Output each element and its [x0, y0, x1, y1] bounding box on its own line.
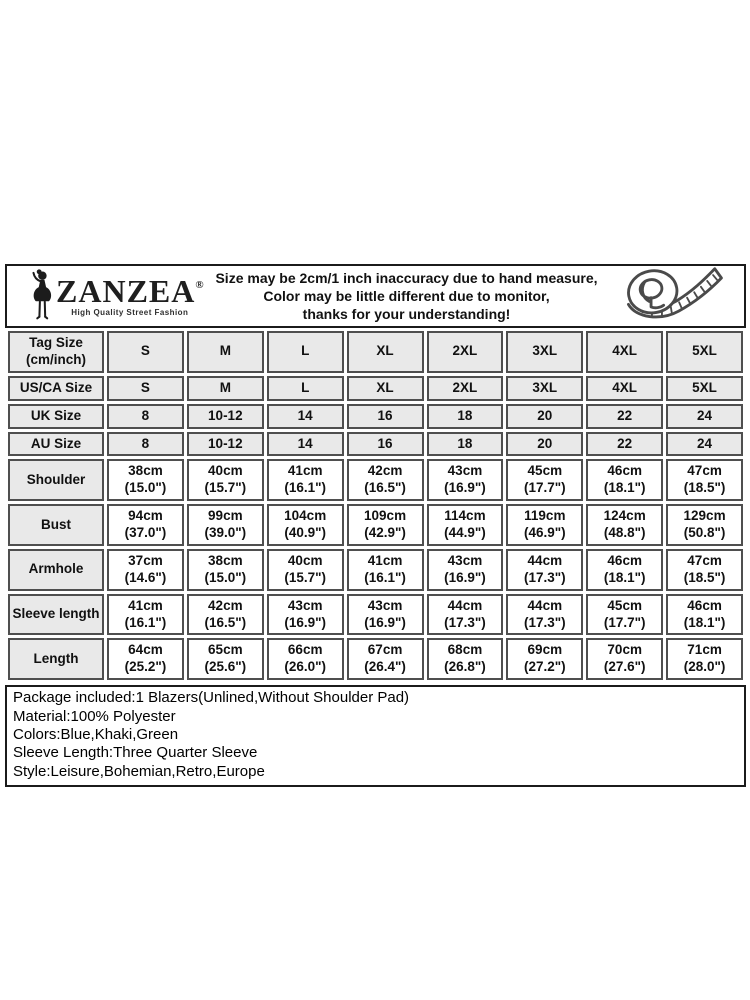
info-line: Sleeve Length:Three Quarter Sleeve	[13, 744, 258, 762]
table-cell: 44cm (17.3")	[506, 594, 583, 636]
table-cell: 41cm (16.1")	[347, 549, 424, 591]
table-cell: S	[107, 376, 184, 401]
table-cell: 109cm (42.9")	[347, 504, 424, 546]
table-cell: 2XL	[427, 376, 504, 401]
table-cell: 8	[107, 432, 184, 457]
table-cell: 40cm (15.7")	[267, 549, 344, 591]
table-row	[8, 549, 743, 591]
table-cell: 14	[267, 432, 344, 457]
table-cell: 45cm (17.7")	[506, 459, 583, 501]
table-row	[8, 331, 743, 373]
table-cell: 16	[347, 432, 424, 457]
table-cell: 20	[506, 432, 583, 457]
table-cell: 38cm (15.0")	[187, 549, 264, 591]
brand-logo	[29, 268, 207, 324]
table-cell: S	[107, 331, 184, 373]
woman-silhouette-icon	[29, 268, 55, 324]
row-label: Shoulder	[8, 459, 104, 501]
table-row	[8, 376, 743, 401]
row-label: Armhole	[8, 549, 104, 591]
table-cell: 46cm (18.1")	[666, 594, 743, 636]
table-cell: 24	[666, 404, 743, 429]
table-row	[8, 459, 743, 501]
table-cell: XL	[347, 376, 424, 401]
table-cell: 5XL	[666, 376, 743, 401]
table-cell: 44cm (17.3")	[506, 549, 583, 591]
brand-tagline: High Quality Street Fashion	[71, 308, 189, 317]
table-cell: 66cm (26.0")	[267, 638, 344, 680]
table-cell: 47cm (18.5")	[666, 549, 743, 591]
row-label: Bust	[8, 504, 104, 546]
registered-mark: ®	[195, 279, 204, 291]
table-cell: 24	[666, 432, 743, 457]
table-row	[8, 404, 743, 429]
table-cell: 44cm (17.3")	[427, 594, 504, 636]
size-table-body	[8, 331, 743, 680]
table-cell: 18	[427, 432, 504, 457]
table-cell: 104cm (40.9")	[267, 504, 344, 546]
notice-line: Size may be 2cm/1 inch inaccuracy due to hand measure,	[215, 270, 598, 286]
table-cell: 42cm (16.5")	[347, 459, 424, 501]
table-cell: 43cm (16.9")	[427, 459, 504, 501]
table-cell: 67cm (26.4")	[347, 638, 424, 680]
table-cell: XL	[347, 331, 424, 373]
row-label: US/CA Size	[8, 376, 104, 401]
table-cell: 2XL	[427, 331, 504, 373]
table-row	[8, 594, 743, 636]
table-cell: 20	[506, 404, 583, 429]
table-cell: 3XL	[506, 376, 583, 401]
table-cell: 10-12	[187, 404, 264, 429]
row-label: Length	[8, 638, 104, 680]
size-table	[5, 328, 746, 683]
table-cell: 41cm (16.1")	[267, 459, 344, 501]
table-cell: 22	[586, 432, 663, 457]
table-cell: 43cm (16.9")	[267, 594, 344, 636]
table-cell: 4XL	[586, 331, 663, 373]
table-cell: M	[187, 331, 264, 373]
row-label: Tag Size (cm/inch)	[8, 331, 104, 373]
row-label: UK Size	[8, 404, 104, 429]
row-label: Sleeve length	[8, 594, 104, 636]
table-cell: 37cm (14.6")	[107, 549, 184, 591]
table-row	[8, 638, 743, 680]
table-cell: 99cm (39.0")	[187, 504, 264, 546]
product-info-box	[5, 685, 746, 787]
table-cell: 68cm (26.8")	[427, 638, 504, 680]
table-cell: 65cm (25.6")	[187, 638, 264, 680]
table-cell: 18	[427, 404, 504, 429]
table-cell: 43cm (16.9")	[347, 594, 424, 636]
info-line: Style:Leisure,Bohemian,Retro,Europe	[13, 762, 265, 780]
table-cell: 5XL	[666, 331, 743, 373]
table-cell: 70cm (27.6")	[586, 638, 663, 680]
table-cell: 94cm (37.0")	[107, 504, 184, 546]
table-cell: 3XL	[506, 331, 583, 373]
notice-line: thanks for your understanding!	[302, 306, 511, 322]
table-cell: 46cm (18.1")	[586, 549, 663, 591]
table-cell: 64cm (25.2")	[107, 638, 184, 680]
notice-line: Color may be little different due to monitor,	[263, 288, 550, 304]
table-cell: 4XL	[586, 376, 663, 401]
table-cell: 40cm (15.7")	[187, 459, 264, 501]
row-label: AU Size	[8, 432, 104, 457]
table-cell: L	[267, 376, 344, 401]
table-cell: 8	[107, 404, 184, 429]
tape-measure-icon	[606, 265, 738, 327]
table-cell: 129cm (50.8")	[666, 504, 743, 546]
table-cell: 42cm (16.5")	[187, 594, 264, 636]
table-cell: M	[187, 376, 264, 401]
brand-name: ZANZEA®	[56, 273, 204, 309]
table-cell: 69cm (27.2")	[506, 638, 583, 680]
table-cell: 47cm (18.5")	[666, 459, 743, 501]
table-cell: 16	[347, 404, 424, 429]
table-cell: 41cm (16.1")	[107, 594, 184, 636]
table-cell: 22	[586, 404, 663, 429]
table-cell: 10-12	[187, 432, 264, 457]
table-row	[8, 432, 743, 457]
table-cell: 38cm (15.0")	[107, 459, 184, 501]
info-line: Package included:1 Blazers(Unlined,Without Shoulder Pad)	[13, 689, 410, 707]
table-cell: 46cm (18.1")	[586, 459, 663, 501]
table-cell: 43cm (16.9")	[427, 549, 504, 591]
header-box	[5, 264, 746, 328]
table-cell: 14	[267, 404, 344, 429]
table-cell: 119cm (46.9")	[506, 504, 583, 546]
table-cell: 45cm (17.7")	[586, 594, 663, 636]
size-chart-content	[5, 264, 746, 787]
info-line: Material:100% Polyester	[13, 707, 176, 725]
size-notice	[207, 269, 606, 323]
brand-block	[56, 275, 204, 317]
table-cell: 71cm (28.0")	[666, 638, 743, 680]
table-cell: L	[267, 331, 344, 373]
table-cell: 124cm (48.8")	[586, 504, 663, 546]
table-cell: 114cm (44.9")	[427, 504, 504, 546]
table-row	[8, 504, 743, 546]
info-line: Colors:Blue,Khaki,Green	[13, 725, 179, 743]
